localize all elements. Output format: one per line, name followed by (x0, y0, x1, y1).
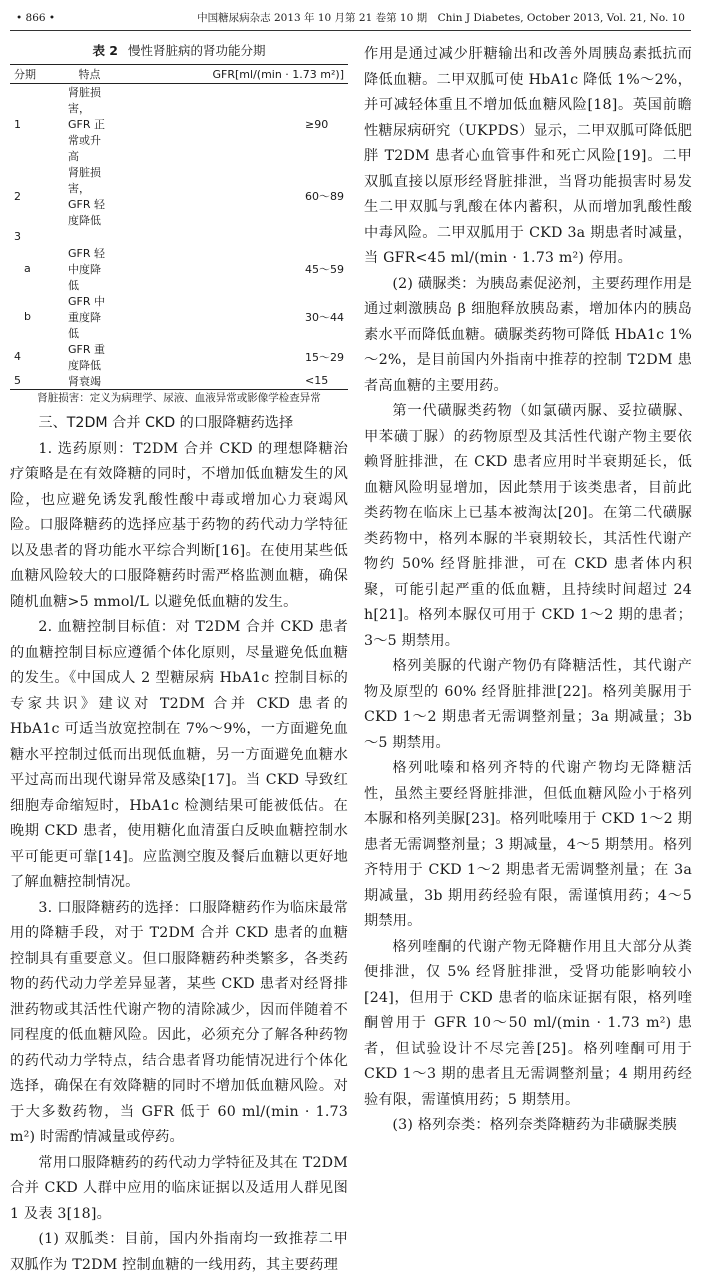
stage-cell: 1 (14, 117, 21, 131)
feature-cell: GFR 中重度降低 (68, 294, 105, 340)
table-caption (10, 42, 348, 60)
ckd-stage-table (10, 64, 348, 390)
column-header-stage: 分期 (10, 65, 64, 84)
gfr-cell: <15 (115, 373, 348, 390)
paragraph-pharmacokinetics: 常用口服降糖药的药代动力学特征及其在 T2DM 合并 CKD 人群中应用的临床证据以及适用人群见图 1 及表 3[18]。 (10, 1154, 348, 1222)
right-column (364, 42, 692, 1139)
paragraph-gliquidone: 格列喹酮的代谢产物无降糖作用且大部分从粪便排泄，仅 5% 经肾脏排泄，受肾功能影响较小[24]，但用于 CKD 患者的临床证据有限，格列喹酮曾用于 GFR 10～50 ml/(min · 1.73 m²) 患者，但试验设计不尽完善[25]。格列喹酮可用于 CKD 1～3 期的患者且无需调整剂量；4 期用药经验有限，需谨慎用药；5 期禁用。 (364, 938, 692, 1108)
gfr-cell (115, 228, 348, 245)
column-header-gfr: GFR[ml/(min · 1.73 m²)] (115, 65, 348, 84)
feature-cell (64, 228, 115, 245)
feature-cell: 肾脏损害，GFR 轻度降低 (68, 166, 105, 227)
paragraph-glipizide-gliclazide: 格列吡嗪和格列齐特的代谢产物均无降糖活性，虽然主要经肾脏排泄，但低血糖风险小于格列本脲和格列美脲[23]。格列吡嗪用于 CKD 1～2 期患者无需调整剂量；3 期减量，4～5 期禁用。格列齐特用于 CKD 1～2 期患者无需调整剂量；在 3a 期减量，3b 期用药经验有限，需谨慎用药；4～5 期禁用。 (364, 760, 692, 929)
table-row (10, 228, 348, 245)
table-row (10, 84, 348, 165)
table-row (10, 245, 348, 293)
paragraph-sulfonylureas: (2) 磺脲类：为胰岛素促泌剂，主要药理作用是通过刺激胰岛 β 细胞释放胰岛素，增加体内的胰岛素水平而降低血糖。磺脲类药物可降低 HbA1c 1%～2%，是目前国内外指南中推荐的控制 T2DM 患者高血糖的主要用药。 (364, 275, 692, 394)
feature-cell: 肾脏损害，GFR 正常或升高 (68, 86, 105, 163)
gfr-cell: 60～89 (305, 190, 344, 203)
table-label: 表 2 (92, 43, 119, 58)
section-heading: 三、T2DM 合并 CKD 的口服降糖药选择 (38, 415, 294, 432)
gfr-cell: 15～29 (305, 350, 344, 364)
paragraph-glycemic-target: 2. 血糖控制目标值：对 T2DM 合并 CKD 患者的血糖控制目标应遵循个体化原则，尽量避免低血糖的发生。《中国成人 2 型糖尿病 HbA1c 控制目标的专家共识》建议对 T2DM 合并 CKD 患者的 HbA1c 可适当放宽控制在 7%～9%，一方面避免血糖水平控制过低而出现低血糖，另一方面避免血糖水平过高而出现代谢异常及感染[17]。当 CKD 导致红细胞寿命缩短时，HbA1c 检测结果可能被低估。在晚期 CKD 患者，使用糖化血清蛋白反映血糖控制水平可能更可靠[14]。应监测空腹及餐后血糖以更好地了解血糖控制情况。 (10, 619, 348, 891)
table-row (10, 293, 348, 341)
gfr-cell: 30～44 (305, 310, 344, 324)
table-footnote: 肾脏损害：定义为病理学、尿液、血液异常或影像学检查异常 (37, 392, 321, 405)
running-header (10, 8, 691, 31)
paragraph-principles: 1. 选药原则：T2DM 合并 CKD 的理想降糖治疗策略是在有效降糖的同时，不增加低血糖发生的风险，也应避免诱发乳酸性酸中毒或增加心力衰竭风险。口服降糖药的选择应基于药物的药代动力学特征以及患者的肾功能水平综合判断[16]。在使用某些低血糖风险较大的口服降糖药时需严格监测血糖，确保随机血糖>5 mmol/L 以避免低血糖的发生。 (10, 440, 348, 610)
journal-citation: 中国糖尿病杂志 2013 年 10 月第 21 卷第 10 期 Chin J Diabetes, October 2013, Vol. 21, No. 10 (197, 12, 685, 24)
stage-cell: 2 (14, 189, 21, 203)
stage-cell: a (24, 262, 31, 276)
stage-cell: 4 (14, 350, 21, 364)
feature-cell: 肾衰竭 (64, 373, 115, 390)
table-row (10, 341, 348, 373)
paragraph-sulfonylurea-generations: 第一代磺脲类药物（如氯磺丙脲、妥拉磺脲、甲苯磺丁脲）的药物原型及其活性代谢产物主要依赖肾脏排泄，在 CKD 患者应用时半衰期延长，低血糖风险明显增加，因此禁用于该类患者，目前此类药物在临床上已基本被淘汰[20]。在第二代磺脲类药物中，格列本脲的半衰期较长，其活性代谢产物约 50% 经肾脏排泄，可在 CKD 患者体内积聚，可能引起严重的低血糖，且持续时间超过 24 h[21]。格列本脲仅可用于 CKD 1～2 期的患者；3～5 期禁用。 (364, 403, 692, 649)
table-row (10, 373, 348, 390)
stage-cell: b (24, 310, 31, 324)
feature-cell: GFR 轻中度降低 (68, 246, 105, 292)
paragraph-biguanides: (1) 双胍类：目前，国内外指南均一致推荐二甲双胍作为 T2DM 控制血糖的一线用药，其主要药理 (10, 1231, 348, 1273)
paragraph-glimepiride: 格列美脲的代谢产物仍有降糖活性，其代谢产物及原型的 60% 经肾脏排泄[22]。格列美脲用于 CKD 1～2 期患者无需调整剂量；3a 期减量；3b～5 期禁用。 (364, 658, 692, 751)
column-header-feature: 特点 (64, 65, 115, 84)
gfr-cell: ≥90 (305, 117, 329, 131)
stage-cell: 5 (10, 373, 64, 390)
page-number: • 866 • (16, 12, 56, 24)
paragraph-drug-selection: 3. 口服降糖药的选择：口服降糖药作为临床最常用的降糖手段，对于 T2DM 合并 CKD 患者的血糖控制具有重要意义。但口服降糖药种类繁多，各类药物的药代动力学差异显著，某些 CKD 患者对经肾排泄药物或其活性代谢产物的清除减少，因而伴随着不同程度的低血糖风险。因此，必须充分了解各种药物的药代动力学特点，结合患者肾功能情况进行个体化选择，确保在有效降糖的同时不增加低血糖风险。对于大多数药物，当 GFR 低于 60 ml/(min · 1.73 m²) 时需酌情减量或停药。 (10, 899, 348, 1146)
stage-cell: 3 (14, 229, 21, 243)
table-header-row (10, 65, 348, 84)
table-title: 慢性肾脏病的肾功能分期 (128, 43, 266, 58)
left-column (10, 42, 348, 1278)
paragraph-metformin-continued: 作用是通过减少肝糖输出和改善外周胰岛素抵抗而降低血糖。二甲双胍可使 HbA1c 降低 1%～2%，并可减轻体重且不增加低血糖风险[18]。英国前瞻性糖尿病研究（UKPDS）显示，二甲双胍可降低肥胖 T2DM 患者心血管事件和死亡风险[19]。二甲双胍直接以原形经肾脏排泄，当肾功能损害时易发生二甲双胍与乳酸在体内蓄积，从而增加乳酸性酸中毒风险。二甲双胍用于 CKD 3a 期患者时减量，当 GFR<45 ml/(min · 1.73 m²) 停用。 (364, 46, 692, 266)
table-row (10, 164, 348, 228)
paragraph-glinides: (3) 格列奈类：格列奈类降糖药为非磺脲类胰 (392, 1117, 677, 1133)
gfr-cell: 45～59 (305, 262, 344, 276)
feature-cell: GFR 重度降低 (68, 342, 105, 372)
